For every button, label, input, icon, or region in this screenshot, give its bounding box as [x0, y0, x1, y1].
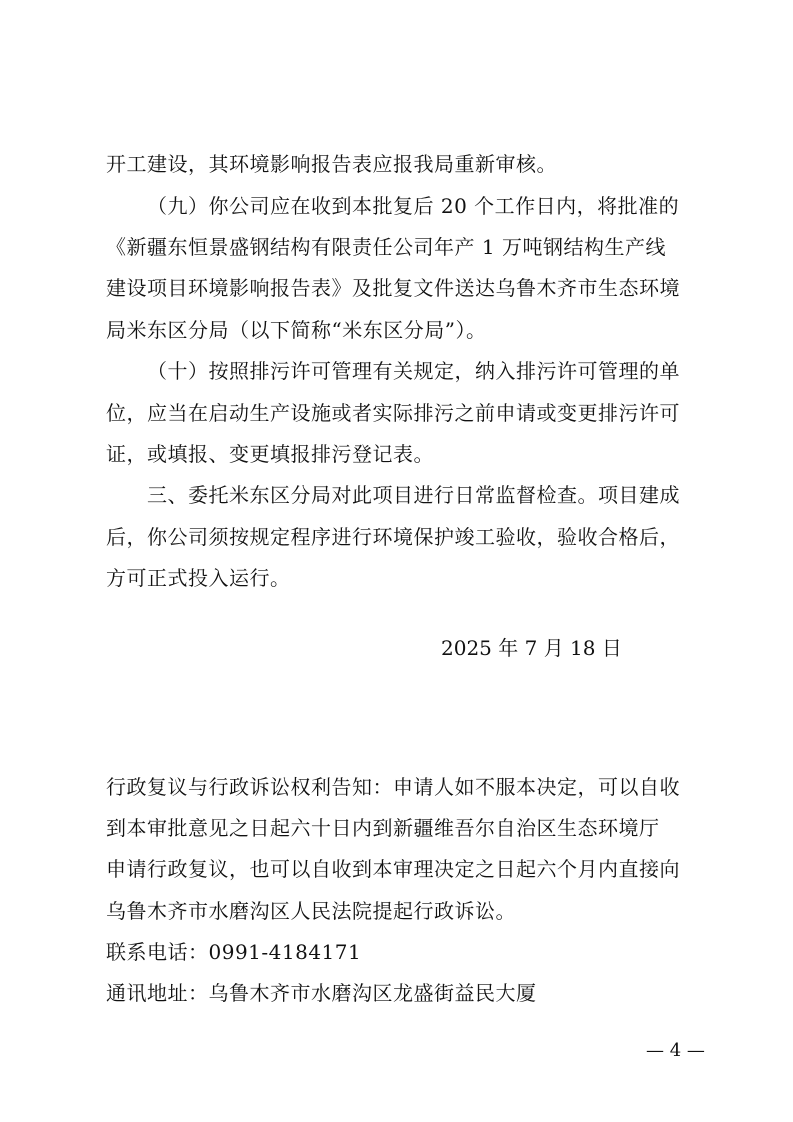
body-line-4: 建设项目环境影响报告表》及批复文件送达乌鲁木齐市生态环境 — [106, 276, 680, 300]
issue-date: 2025 年 7 月 18 日 — [441, 636, 622, 660]
notice-line-3: 申请行政复议，也可以自收到本审理决定之日起六个月内直接向 — [106, 857, 680, 881]
notice-line-1: 行政复议与行政诉讼权利告知：申请人如不服本决定，可以自收 — [106, 775, 680, 799]
body-line-6: （十）按照排污许可管理有关规定，纳入排污许可管理的单 — [147, 359, 680, 383]
page-number: — 4 — — [646, 1040, 705, 1061]
body-line-2: （九）你公司应在收到本批复后 20 个工作日内，将批准的 — [147, 194, 680, 218]
contact-address: 通讯地址：乌鲁木齐市水磨沟区龙盛街益民大厦 — [106, 981, 537, 1005]
notice-line-4: 乌鲁木齐市水磨沟区人民法院提起行政诉讼。 — [106, 899, 516, 923]
body-line-10: 后，你公司须按规定程序进行环境保护竣工验收，验收合格后， — [106, 525, 680, 549]
body-line-5: 局米东区分局（以下简称“米东区分局”）。 — [106, 318, 487, 342]
body-line-7: 位，应当在启动生产设施或者实际排污之前申请或变更排污许可 — [106, 401, 680, 425]
body-line-8: 证，或填报、变更填报排污登记表。 — [106, 442, 434, 466]
body-line-1: 开工建设，其环境影响报告表应报我局重新审核。 — [106, 152, 557, 176]
contact-phone: 联系电话：0991-4184171 — [106, 940, 362, 964]
notice-line-2: 到本审批意见之日起六十日内到新疆维吾尔自治区生态环境厅 — [106, 816, 660, 840]
body-line-3: 《新疆东恒景盛钢结构有限责任公司年产 1 万吨钢结构生产线 — [106, 235, 666, 259]
body-line-9: 三、委托米东区分局对此项目进行日常监督检查。项目建成 — [147, 483, 680, 507]
body-line-11: 方可正式投入运行。 — [106, 566, 291, 590]
